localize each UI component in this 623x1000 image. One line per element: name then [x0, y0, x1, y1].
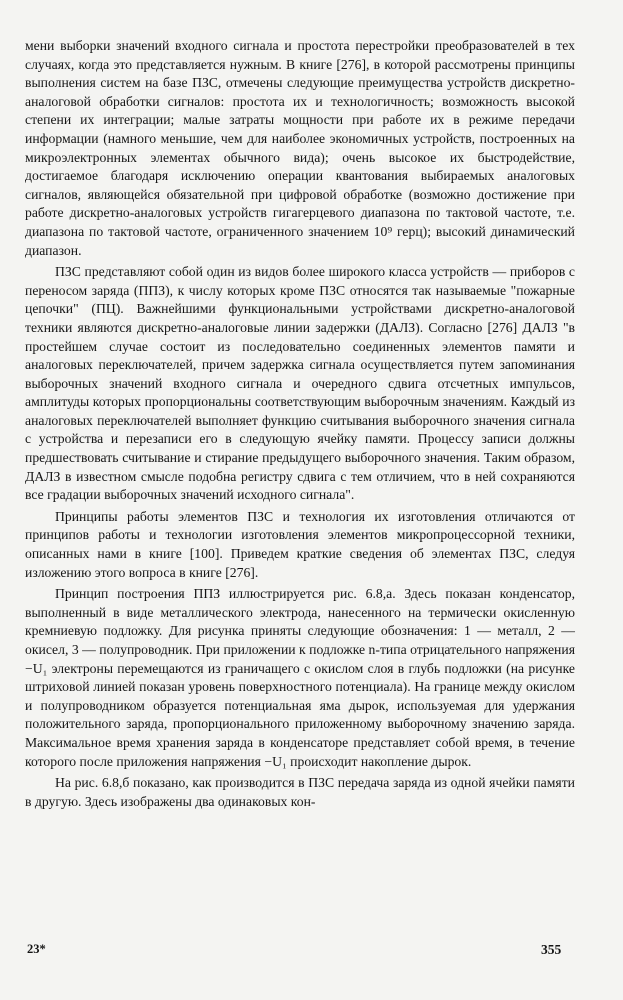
- paragraph-1: мени выборки значений входного сигнала и простота перестройки преобразователей в тех случаях, когда это представляется нужным. В книге [276], в которой рассмотрены принципы выполнения систем на базе ПЗС, отмечены следующие преимущества устройств дискретно-аналоговой обработки сигналов: простота их и технологичность; возможность высокой степени их интеграции; малые затраты мощности при работе их в режиме передачи информации (намного меньшие, чем для наиболее экономичных устройств, построенных на микроэлектронных элементах обычного вида); очень высокое их быстродействие, достигаемое благодаря исключению операции квантования выбираемых аналоговых сигналов, являющейся обязательной при цифровой обработке (возможно достижение при работе дискретно-аналоговых устройств гигагерцевого диапазона по тактовой частоте, т.е. диапазона по тактовой частоте, ограниченного значением 10⁹ герц); высокий динамический диапазон.: [25, 38, 575, 258]
- paragraph-2: ПЗС представляют собой один из видов более широкого класса устройств — приборов с переносом заряда (ППЗ), к числу которых кроме ПЗС относятся так называемые "пожарные цепочки" (ПЦ). Важнейшими функциональными устройствами дискретно-аналоговой техники являются дискретно-аналоговые линии задержки (ДАЛЗ). Согласно [276] ДАЛЗ "в простейшем случае состоит из последовательно соединенных элементов памяти и аналоговых переключателей, причем задержка сигнала осуществляется путем запоминания выборочных значений входного сигнала и очередного сдвига отсчетных импульсов, амплитуды которых пропорциональны соответствующим выборочным значениям. Каждый из аналоговых переключателей выполняет функцию считывания выборочного значения сигнала с устройства и перезаписи его в следующую ячейку памяти. Процессу записи должны предшествовать считывание и стирание предыдущего выборочного значения. Таким образом, ДАЛЗ в известном смысле подобна регистру сдвига с тем отличием, что в ней сохраняются все градации выборочных значений исходного сигнала".: [25, 264, 575, 503]
- signature-mark: 23*: [27, 942, 46, 956]
- body-text: [25, 37, 575, 811]
- paragraph-3: Принципы работы элементов ПЗС и технология их изготовления отличаются от принципов работы и технологии изготовления элементов микропроцессорной техники, описанных нами в книге [100]. Приведем краткие сведения об элементах ПЗС, следуя изложению этого вопроса в книге [276].: [25, 508, 575, 580]
- page-number: 355: [541, 942, 562, 957]
- paragraph-5: На рис. 6.8,б показано, как производится в ПЗС передача заряда из одной ячейки памяти в другую. Здесь изображены два одинаковых кон-: [25, 775, 575, 809]
- paragraph-4: Принцип построения ППЗ иллюстрируется рис. 6.8,а. Здесь показан конденсатор, выполненный в виде металлического электрода, нанесенного на термически окисленную кремниевую подложку. Для рисунка приняты следующие обозначения: 1 — металл, 2 — окисел, 3 — полупроводник. При приложении к подложке n-типа отрицательного напряжения −U₁ электроны перемещаются из граничащего с окислом слоя в глубь подложки (на рисунке штриховой линией показан уровень поверхностного потенциала). На границе между окислом и полупроводником образуется потенциальная яма дырок, используемая для удержания положительного заряда, пропорционального приложенному выборочному значению заряда. Максимальное время хранения заряда в конденсаторе представляет собой время, в течение которого после приложения напряжения −U₁ происходит накопление дырок.: [25, 586, 575, 769]
